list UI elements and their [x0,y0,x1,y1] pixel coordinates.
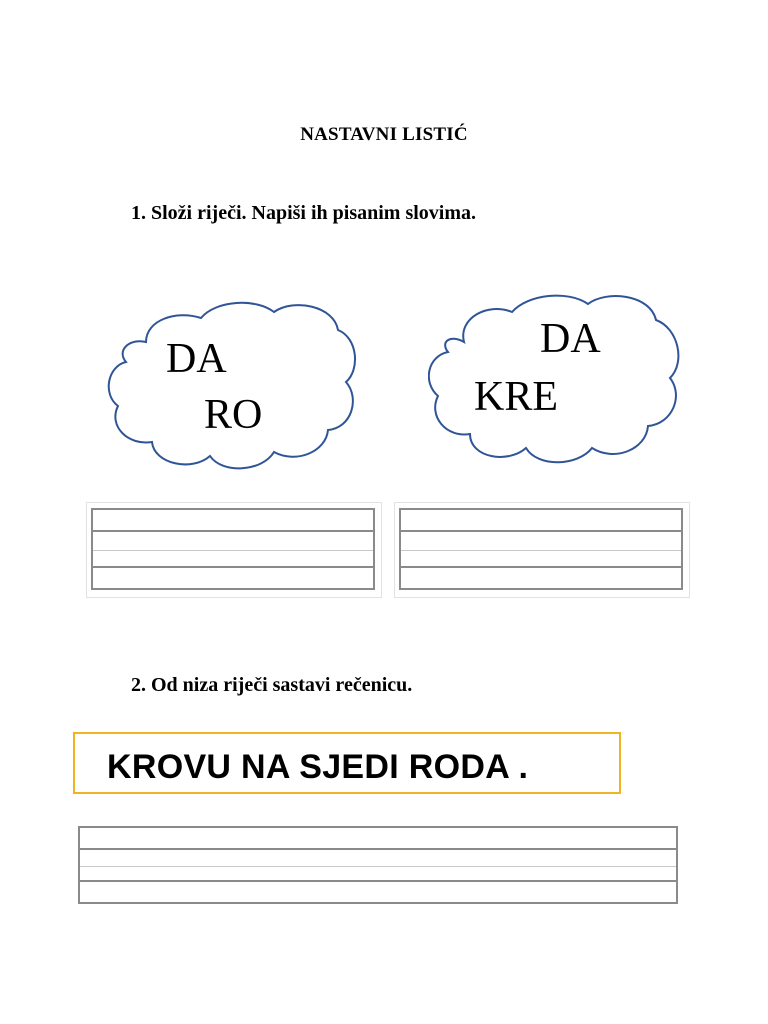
cloud-shape-icon [106,296,358,472]
cloud-1-syllable-2: RO [204,392,263,438]
cloud-2-syllable-1: DA [540,316,601,362]
scrambled-sentence-box [73,732,621,794]
writing-line [80,848,676,850]
writing-line [93,566,373,568]
writing-lines-2[interactable] [399,508,683,590]
worksheet-title: NASTAVNI LISTIĆ [300,124,468,145]
syllable-cloud-2 [428,290,682,466]
writing-line [80,880,676,882]
writing-line [93,550,373,551]
task-2-instruction: 2. Od niza riječi sastavi rečenicu. [131,674,413,696]
writing-lines-3[interactable] [78,826,678,904]
writing-line [93,530,373,532]
writing-line [401,530,681,532]
writing-line [401,566,681,568]
writing-line [401,550,681,551]
cloud-2-syllable-2: KRE [474,374,558,420]
writing-line [80,866,676,867]
scrambled-sentence: KROVU NA SJEDI RODA . [107,748,529,786]
cloud-1-syllable-1: DA [166,336,227,382]
writing-lines-1[interactable] [91,508,375,590]
syllable-cloud-1 [106,296,358,472]
task-1-instruction: 1. Složi riječi. Napiši ih pisanim slovima. [131,202,477,224]
